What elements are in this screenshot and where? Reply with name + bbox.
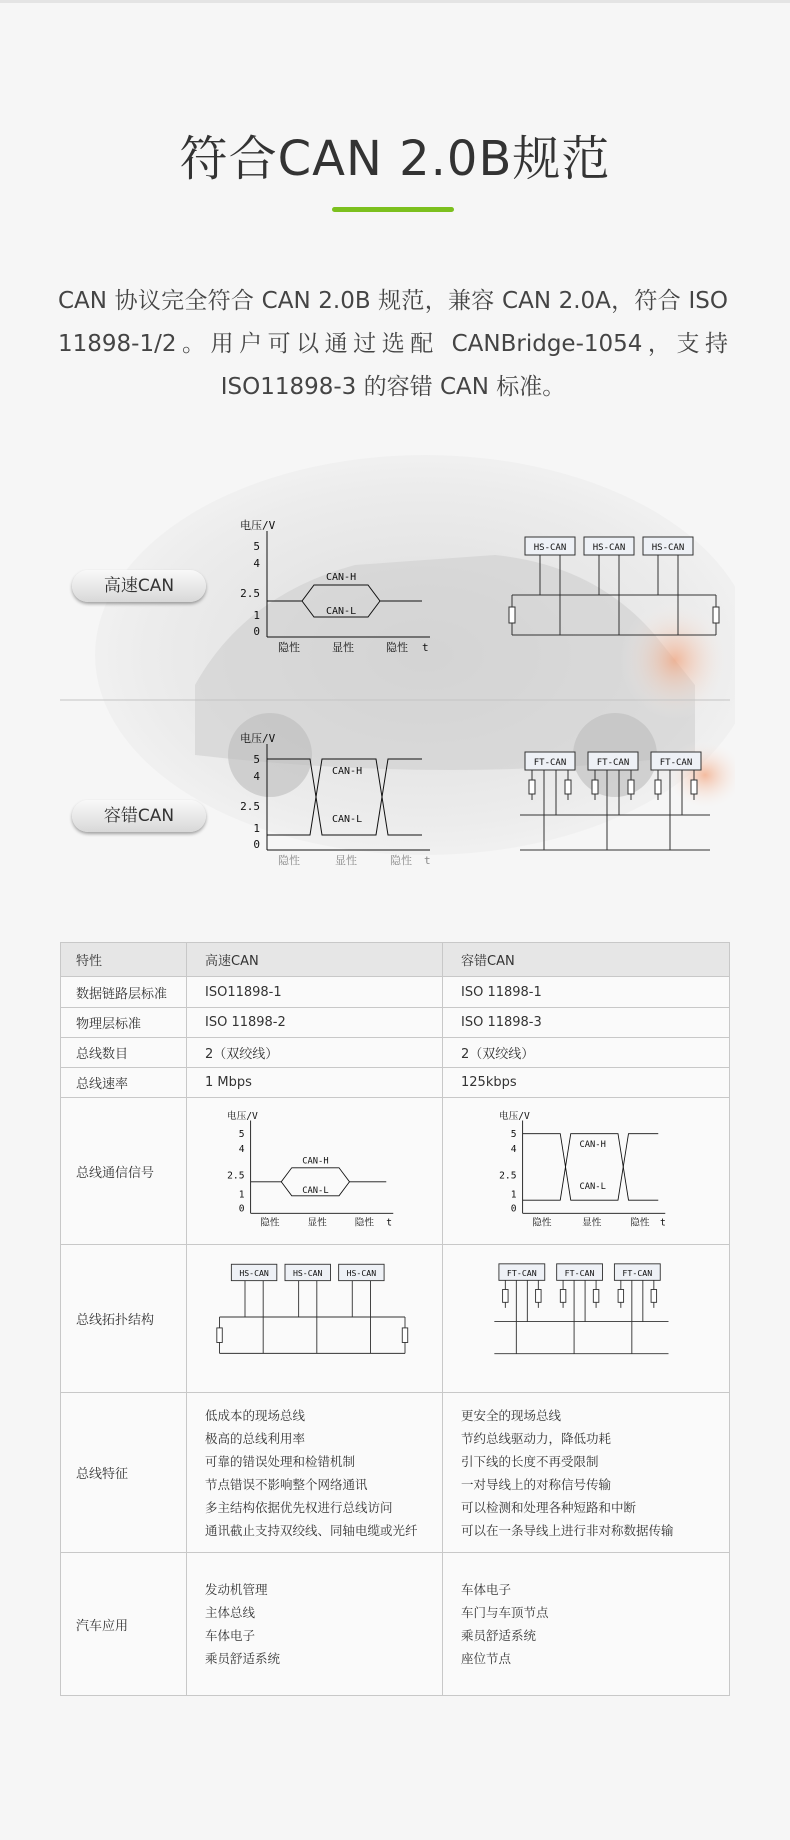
time-axis-label: t (422, 641, 429, 654)
ft-value: 125kbps (443, 1068, 730, 1098)
ft-signal-figure (499, 1107, 674, 1232)
hs-node-label: HS-CAN (651, 543, 685, 553)
recessive-label: 隐性 (390, 854, 412, 867)
dominant-label: 显性 (332, 641, 354, 654)
tick-label: 0 (510, 1203, 516, 1214)
recessive-label: 隐性 (278, 854, 300, 867)
row-label: 总线速率 (61, 1068, 187, 1098)
time-axis-label: t (424, 854, 431, 867)
hs-value: 2（双绞线） (187, 1038, 443, 1068)
list-item: 多主结构依据优先权进行总线访问 (205, 1499, 393, 1515)
hs-value: 1 Mbps (187, 1068, 443, 1098)
list-item: 低成本的现场总线 (205, 1407, 306, 1423)
hs-node-label: HS-CAN (292, 1267, 322, 1278)
list-item: 主体总线 (205, 1605, 256, 1620)
hs-features-list (205, 1404, 442, 1542)
list-item: 节约总线驱动力，降低功耗 (461, 1430, 612, 1446)
ft-node-label: FT-CAN (659, 758, 693, 768)
recessive-label: 隐性 (354, 1217, 374, 1228)
header-feature: 特性 (61, 943, 187, 977)
ft-value: ISO 11898-1 (443, 977, 730, 1008)
table-row (61, 1008, 730, 1038)
ft-node-label: FT-CAN (622, 1267, 653, 1278)
hs-node-label: HS-CAN (592, 543, 626, 553)
list-item: 可靠的错误处理和检错机制 (205, 1453, 356, 1469)
tick-label: 1 (253, 609, 260, 622)
tick-label: 2.5 (227, 1169, 245, 1181)
comparison-table (60, 942, 730, 1696)
table-row-features (61, 1393, 730, 1553)
table-header-row (61, 943, 730, 977)
list-item: 更安全的现场总线 (461, 1407, 562, 1423)
ft-apps-list (461, 1578, 729, 1670)
row-label: 物理层标准 (61, 1008, 187, 1038)
ft-topology (520, 750, 720, 870)
voltage-axis-label: 电压/V (240, 732, 276, 745)
list-item: 极高的总线利用率 (205, 1430, 306, 1446)
can-l-label: CAN-L (326, 606, 357, 617)
tick-label: 2.5 (240, 800, 260, 813)
ft-node-label: FT-CAN (596, 758, 630, 768)
row-label: 汽车应用 (61, 1553, 187, 1696)
tick-label: 2.5 (240, 587, 260, 600)
list-item: 通讯截止支持双绞线、同轴电缆或光纤 (205, 1522, 418, 1538)
hs-signal-cell (187, 1098, 443, 1245)
hs-waveform (240, 517, 440, 657)
hs-apps-list (205, 1578, 442, 1670)
ft-waveform (240, 730, 440, 870)
list-item: 节点错误不影响整个网络通讯 (205, 1476, 368, 1492)
list-item: 车体电子 (205, 1628, 256, 1643)
voltage-axis-label: 电压/V (240, 519, 276, 532)
title-underline (332, 207, 454, 212)
tick-label: 4 (253, 770, 260, 783)
voltage-axis-label: 电压/V (498, 1110, 530, 1122)
ft-node-label: FT-CAN (506, 1267, 537, 1278)
tick-label: 0 (253, 838, 260, 851)
table-row (61, 1068, 730, 1098)
ft-value: ISO 11898-3 (443, 1008, 730, 1038)
ft-features-cell (443, 1393, 730, 1553)
can-l-label: CAN-L (332, 814, 363, 825)
list-item: 引下线的长度不再受限制 (461, 1453, 599, 1469)
table-row (61, 977, 730, 1008)
tick-label: 1 (238, 1189, 245, 1200)
can-h-label: CAN-H (326, 572, 357, 583)
hs-value: ISO 11898-2 (187, 1008, 443, 1038)
header-fault-tolerant: 容错CAN (443, 943, 730, 977)
tick-label: 4 (510, 1143, 516, 1155)
list-item: 可以检测和处理各种短路和中断 (461, 1499, 637, 1515)
row-label: 总线特征 (61, 1393, 187, 1553)
time-axis-label: t (659, 1217, 666, 1228)
hs-apps-cell (187, 1553, 443, 1696)
tick-label: 5 (238, 1128, 245, 1140)
page-title: 符合CAN 2.0B规范 (179, 131, 611, 187)
hs-signal-figure (227, 1107, 402, 1232)
ft-signal-cell (443, 1098, 730, 1245)
list-item: 车体电子 (461, 1582, 512, 1597)
row-label: 数据链路层标准 (61, 977, 187, 1008)
tick-label: 0 (238, 1203, 245, 1214)
can-l-label: CAN-L (302, 1185, 329, 1196)
list-item: 车门与车顶节点 (461, 1605, 549, 1620)
dominant-label: 显性 (581, 1217, 601, 1228)
hs-features-cell (187, 1393, 443, 1553)
recessive-label: 隐性 (531, 1217, 551, 1228)
can-h-label: CAN-H (302, 1155, 329, 1166)
dominant-label: 显性 (307, 1217, 327, 1228)
list-item: 乘员舒适系统 (461, 1628, 537, 1643)
hs-topology-cell (187, 1245, 443, 1393)
hs-node-label: HS-CAN (533, 543, 567, 553)
ft-topology-cell (443, 1245, 730, 1393)
tick-label: 5 (253, 540, 260, 553)
can-h-label: CAN-H (332, 766, 363, 777)
table-row-signal (61, 1098, 730, 1245)
recessive-label: 隐性 (278, 641, 300, 654)
table-row-topology (61, 1245, 730, 1393)
list-item: 发动机管理 (205, 1582, 268, 1597)
tick-label: 0 (253, 625, 260, 638)
list-item: 乘员舒适系统 (205, 1651, 281, 1666)
recessive-label: 隐性 (629, 1217, 649, 1228)
tick-label: 4 (238, 1143, 245, 1155)
hs-value: ISO11898-1 (187, 977, 443, 1008)
ft-node-label: FT-CAN (533, 758, 567, 768)
ft-features-list (461, 1404, 729, 1542)
tick-label: 2.5 (498, 1169, 516, 1181)
tick-label: 5 (510, 1128, 516, 1140)
recessive-label: 隐性 (260, 1217, 280, 1228)
can-h-label: CAN-H (579, 1139, 606, 1150)
table-row (61, 1038, 730, 1068)
tick-label: 5 (253, 753, 260, 766)
hero-diagram (55, 455, 735, 875)
header-high-speed: 高速CAN (187, 943, 443, 977)
ft-node-label: FT-CAN (564, 1267, 595, 1278)
list-item: 座位节点 (461, 1651, 512, 1666)
intro-paragraph: CAN 协议完全符合 CAN 2.0B 规范，兼容 CAN 2.0A，符合 ISO 11898-1/2。用户可以通过选配 CANBridge-1054，支持 ISO11898-3 的容错 CAN 标准。 (58, 288, 728, 400)
table-row-apps (61, 1553, 730, 1696)
ft-apps-cell (443, 1553, 730, 1696)
can-l-label: CAN-L (579, 1181, 606, 1192)
ft-value: 2（双绞线） (443, 1038, 730, 1068)
voltage-axis-label: 电压/V (227, 1110, 258, 1122)
hs-node-label: HS-CAN (238, 1267, 269, 1278)
tick-label: 1 (253, 822, 260, 835)
list-item: 一对导线上的对称信号传输 (461, 1476, 612, 1492)
high-speed-can-label: 高速CAN (72, 570, 206, 602)
list-item: 可以在一条导线上进行非对称数据传输 (461, 1522, 674, 1538)
hs-node-label: HS-CAN (346, 1267, 376, 1278)
hs-topology-figure (215, 1262, 415, 1372)
tick-label: 4 (253, 557, 260, 570)
fault-tolerant-can-label: 容错CAN (72, 800, 206, 832)
top-divider (0, 0, 790, 3)
ft-topology-figure (491, 1262, 681, 1372)
row-label: 总线数目 (61, 1038, 187, 1068)
time-axis-label: t (386, 1217, 393, 1228)
row-label: 总线通信信号 (61, 1098, 187, 1245)
recessive-label: 隐性 (386, 641, 408, 654)
hs-topology (507, 535, 727, 655)
row-label: 总线拓扑结构 (61, 1245, 187, 1393)
dominant-label: 显性 (335, 854, 357, 867)
tick-label: 1 (510, 1189, 516, 1200)
